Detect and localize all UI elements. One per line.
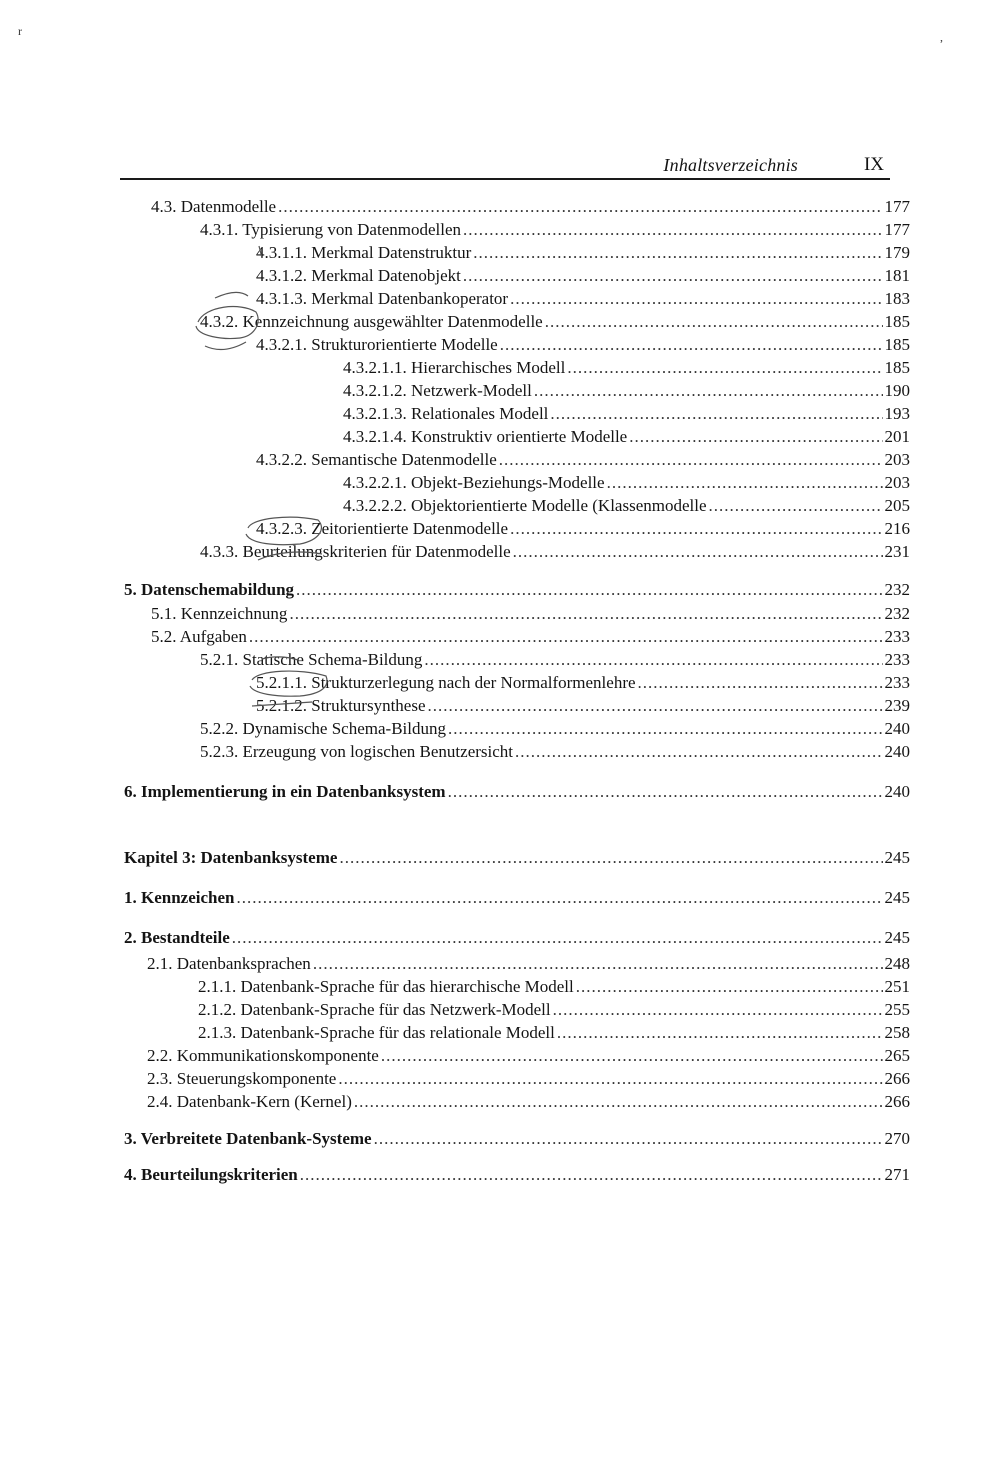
toc-entry [200, 649, 910, 671]
toc-entry-text: 2.1.3. Datenbank-Sprache für das relationale Modell [198, 1023, 555, 1042]
toc-entry-page: 216 [884, 519, 910, 538]
toc-entry-page: 251 [884, 977, 910, 996]
toc-entry-chapter [124, 847, 910, 869]
toc-entry [256, 695, 910, 717]
toc-entry [343, 403, 910, 425]
toc-entry [343, 426, 910, 448]
toc-entry-text: 5.2.1.2. Struktursynthese [256, 696, 426, 715]
toc-leader-dots [232, 927, 883, 949]
toc-entry-page: 232 [884, 580, 910, 599]
toc-entry-page: 185 [884, 335, 910, 354]
toc-leader-dots [339, 847, 882, 869]
toc-entry-text: 2.1. Datenbanksprachen [147, 954, 311, 973]
toc-leader-dots [424, 649, 882, 671]
toc-entry [147, 1091, 910, 1113]
toc-entry-text: 4.3.1.3. Merkmal Datenbankoperator [256, 289, 509, 308]
toc-entry-text: 5.2.2. Dynamische Schema-Bildung [200, 719, 446, 738]
toc-leader-dots [500, 334, 883, 356]
toc-entry-text: 4.3.2. Kennzeichnung ausgewählter Datenmodelle [200, 312, 543, 331]
toc-entry-section [124, 1128, 910, 1150]
scan-mark-top-right: , [940, 30, 943, 44]
toc-leader-dots [300, 1164, 883, 1186]
toc-leader-dots [513, 541, 883, 563]
toc-leader-dots [463, 265, 883, 287]
toc-entry-text: 4.3.1.1. Merkmal Datenstruktur [256, 243, 472, 262]
toc-entry-page: 183 [884, 289, 910, 308]
toc-entry-text: 4. Beurteilungskriterien [124, 1165, 298, 1184]
pencil-curve-mark [215, 292, 248, 298]
toc-entry-page: 240 [884, 742, 910, 761]
toc-entry [151, 196, 910, 218]
pencil-curve-mark [205, 342, 246, 349]
toc-leader-dots [545, 311, 883, 333]
toc-entry [343, 495, 910, 517]
toc-entry [256, 672, 910, 694]
toc-leader-dots [448, 781, 883, 803]
toc-entry [151, 603, 910, 625]
toc-entry-text: 5.2. Aufgaben [151, 627, 247, 646]
toc-entry-text: 2.3. Steuerungskomponente [147, 1069, 337, 1088]
toc-leader-dots [510, 288, 882, 310]
toc-entry-page: 255 [884, 1000, 910, 1019]
toc-entry-page: 201 [884, 427, 910, 446]
toc-entry [343, 472, 910, 494]
toc-entry-page: 233 [884, 650, 910, 669]
toc-entry-page: 245 [884, 888, 910, 907]
toc-entry-page: 258 [884, 1023, 910, 1042]
toc-entry [200, 741, 910, 763]
toc-entry-page: 185 [884, 312, 910, 331]
toc-leader-dots [354, 1091, 883, 1113]
toc-entry-page: 270 [884, 1129, 910, 1148]
toc-entry [151, 626, 910, 648]
toc-entry-page: 239 [884, 696, 910, 715]
toc-leader-dots [278, 196, 882, 218]
toc-entry [147, 953, 910, 975]
toc-entry-page: 266 [884, 1069, 910, 1088]
toc-entry-text: 4.3.2.2.1. Objekt-Beziehungs-Modelle [343, 473, 605, 492]
toc-entry-text: Kapitel 3: Datenbanksysteme [124, 848, 338, 867]
toc-entry-page: 181 [884, 266, 910, 285]
header-title: Inhaltsverzeichnis [663, 155, 798, 175]
scan-mark-top-left: r [18, 24, 22, 38]
toc-entry [147, 1045, 910, 1067]
toc-entry [256, 334, 910, 356]
toc-entry-page: 177 [884, 197, 910, 216]
toc-entry-page: 193 [884, 404, 910, 423]
toc-entry-page: 185 [884, 358, 910, 377]
toc-entry-page: 245 [884, 848, 910, 867]
toc-leader-dots [576, 976, 883, 998]
toc-leader-dots [499, 449, 883, 471]
toc-entry [200, 541, 910, 563]
toc-entry [256, 242, 910, 264]
toc-entry [256, 449, 910, 471]
toc-entry-section [124, 781, 910, 803]
toc-entry-text: 4.3.2.3. Zeitorientierte Datenmodelle [256, 519, 509, 538]
toc-entry [200, 718, 910, 740]
toc-entry-text: 4.3.2.1.2. Netzwerk-Modell [343, 381, 532, 400]
toc-entry-text: 2.1.2. Datenbank-Sprache für das Netzwerk-Modell [198, 1000, 551, 1019]
toc-entry [343, 380, 910, 402]
toc-leader-dots [709, 495, 883, 517]
toc-entry-section [124, 579, 910, 601]
toc-leader-dots [553, 999, 883, 1021]
toc-entry-section [124, 887, 910, 909]
toc-entry-page: 203 [884, 450, 910, 469]
toc-leader-dots [473, 242, 882, 264]
toc-entry [198, 1022, 910, 1044]
toc-entry-text: 2.1.1. Datenbank-Sprache für das hierarchische Modell [198, 977, 574, 996]
toc-entry-page: 203 [884, 473, 910, 492]
toc-entry-text: 2. Bestandteile [124, 928, 230, 947]
toc-entry-page: 179 [884, 243, 910, 262]
toc-leader-dots [448, 718, 883, 740]
toc-entry [198, 999, 910, 1021]
toc-leader-dots [638, 672, 883, 694]
toc-entry-page: 248 [884, 954, 910, 973]
toc-entry-page: 233 [884, 627, 910, 646]
toc-entry-text: 5.2.1. Statische Schema-Bildung [200, 650, 423, 669]
toc-leader-dots [567, 357, 882, 379]
toc-leader-dots [249, 626, 883, 648]
toc-entry-page: 190 [884, 381, 910, 400]
toc-entry-page: 240 [884, 782, 910, 801]
toc-entry [147, 1068, 910, 1090]
toc-leader-dots [374, 1128, 883, 1150]
toc-entry-page: 205 [884, 496, 910, 515]
toc-entry-text: 4.3.1.2. Merkmal Datenobjekt [256, 266, 461, 285]
header-page-number: IX [863, 154, 884, 175]
toc-entry-text: 5.2.3. Erzeugung von logischen Benutzersicht [200, 742, 514, 761]
toc-entry [256, 288, 910, 310]
toc-leader-dots [607, 472, 883, 494]
toc-entry [200, 219, 910, 241]
toc-entry-text: 4.3. Datenmodelle [151, 197, 277, 216]
toc-leader-dots [381, 1045, 883, 1067]
toc-entry [256, 265, 910, 287]
toc-entry [200, 311, 910, 333]
toc-entry-text: 5.2.1.1. Strukturzerlegung nach der Normalformenlehre [256, 673, 636, 692]
toc-entry-text: 6. Implementierung in ein Datenbanksystem [124, 782, 446, 801]
toc-leader-dots [296, 579, 882, 601]
page-header [120, 150, 890, 180]
toc-leader-dots [463, 219, 882, 241]
toc-leader-dots [237, 887, 883, 909]
toc-entry-section [124, 927, 910, 949]
toc-entry-page: 232 [884, 604, 910, 623]
toc-entry-page: 240 [884, 719, 910, 738]
toc-leader-dots [338, 1068, 882, 1090]
toc-leader-dots [629, 426, 882, 448]
toc-entry-text: 1. Kennzeichen [124, 888, 235, 907]
toc-entry-text: 4.3.2.1. Strukturorientierte Modelle [256, 335, 498, 354]
toc-entry-section [124, 1164, 910, 1186]
toc-entry-text: 2.4. Datenbank-Kern (Kernel) [147, 1092, 352, 1111]
toc-entry-text: 5.1. Kennzeichnung [151, 604, 288, 623]
toc-entry-page: 245 [884, 928, 910, 947]
toc-entry-text: 4.3.1. Typisierung von Datenmodellen [200, 220, 462, 239]
toc-entry-text: 4.3.2.1.4. Konstruktiv orientierte Modelle [343, 427, 628, 446]
toc-leader-dots [534, 380, 883, 402]
toc-leader-dots [510, 518, 882, 540]
toc-entry-text: 5. Datenschemabildung [124, 580, 295, 599]
toc-entry-page: 266 [884, 1092, 910, 1111]
toc-entry-text: 4.3.2.1.3. Relationales Modell [343, 404, 549, 423]
toc-leader-dots [515, 741, 882, 763]
toc-entry-page: 231 [884, 542, 910, 561]
toc-entry-text: 2.2. Kommunikationskomponente [147, 1046, 379, 1065]
toc-leader-dots [313, 953, 883, 975]
toc-entry-text: 4.3.2.2.2. Objektorientierte Modelle (Klassenmodelle [343, 496, 707, 515]
toc-leader-dots [428, 695, 883, 717]
toc-leader-dots [557, 1022, 883, 1044]
toc-leader-dots [289, 603, 882, 625]
toc-entry [256, 518, 910, 540]
toc-entry-text: 3. Verbreitete Datenbank-Systeme [124, 1129, 372, 1148]
toc-entry-text: 4.3.2.2. Semantische Datenmodelle [256, 450, 497, 469]
toc-leader-dots [550, 403, 882, 425]
toc-entry-text: 4.3.2.1.1. Hierarchisches Modell [343, 358, 566, 377]
toc-entry-page: 271 [884, 1165, 910, 1184]
toc-entry-page: 265 [884, 1046, 910, 1065]
toc-entry [343, 357, 910, 379]
toc-entry-text: 4.3.3. Beurteilungskriterien für Datenmodelle [200, 542, 511, 561]
toc-entry [198, 976, 910, 998]
toc-entry-page: 233 [884, 673, 910, 692]
toc-entry-page: 177 [884, 220, 910, 239]
